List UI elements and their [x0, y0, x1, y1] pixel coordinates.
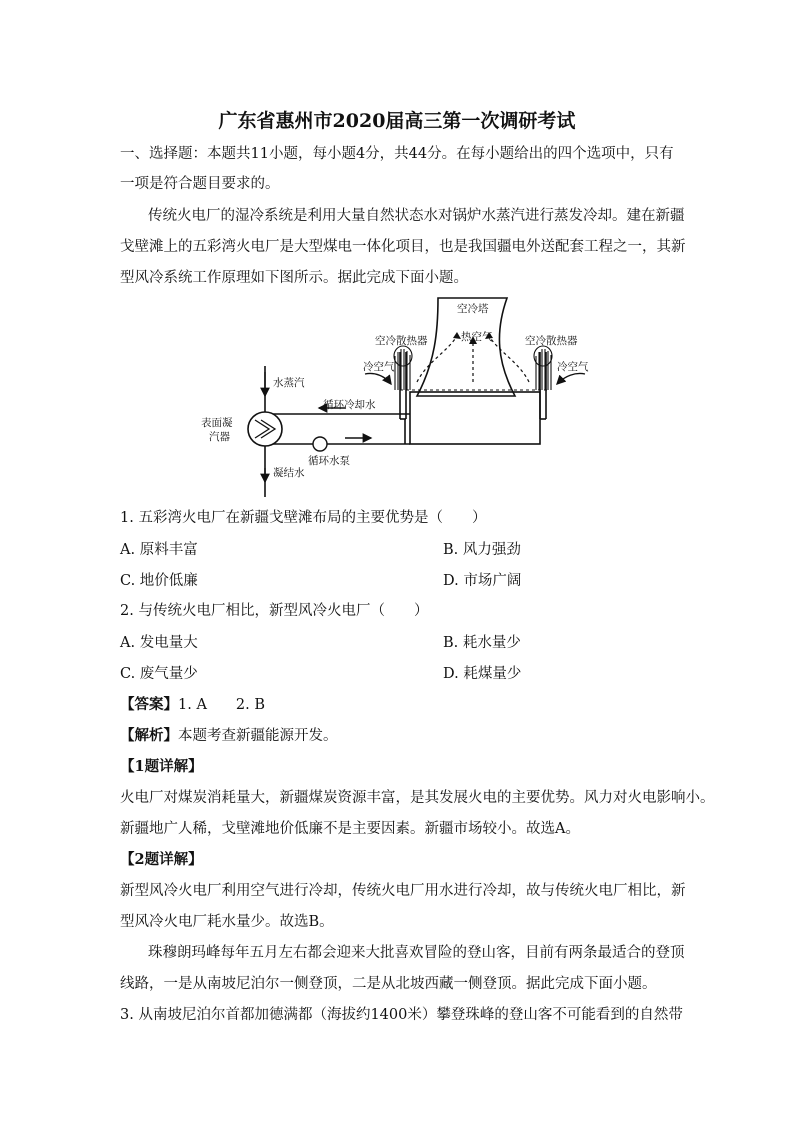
- q1-stem: 1. 五彩湾火电厂在新疆戈壁滩布局的主要优势是（ ）: [120, 510, 487, 526]
- label-pump: 循环水泵: [308, 455, 350, 467]
- answer-line: [120, 695, 265, 715]
- label-condensate: 凝结水: [273, 467, 305, 479]
- detail1-line-1: 火电厂对煤炭消耗量大，新疆煤炭资源丰富，是其发展火电的主要优势。风力对火电影响小。: [120, 790, 715, 806]
- q2-option-c: C. 废气量少: [120, 666, 198, 682]
- label-hot-air: 热空气: [461, 331, 493, 343]
- q2-stem: 2. 与传统火电厂相比，新型风冷火电厂（ ）: [120, 603, 429, 619]
- analysis-label: 【解析】: [120, 727, 178, 744]
- section-instruction-line-1: 一、选择题：本题共11小题，每小题4分，共44分。在每小题给出的四个选项中，只有: [120, 146, 674, 162]
- passage1-line-3: 型风冷系统工作原理如下图所示。据此完成下面小题。: [120, 270, 468, 286]
- section-instruction-line-2: 一项是符合题目要求的。: [120, 176, 280, 192]
- passage2-line-1: 珠穆朗玛峰每年五月左右都会迎来大批喜欢冒险的登山客，目前有两条最适合的登顶: [148, 945, 685, 961]
- label-tower: 空冷塔: [457, 303, 489, 315]
- cold-air-right-arrow: [557, 373, 585, 384]
- analysis-line: [120, 726, 338, 746]
- label-cooling-water: 循环冷却水: [323, 399, 376, 411]
- label-cold-air-left: 冷空气: [363, 361, 395, 373]
- passage1-line-1: 传统火电厂的湿冷系统是利用大量自然状态水对锅炉水蒸汽进行蒸发冷却。建在新疆: [148, 208, 685, 224]
- detail1-line-2: 新疆地广人稀，戈壁滩地价低廉不是主要因素。新疆市场较小。故选A。: [120, 821, 580, 837]
- label-condenser-2: 汽器: [209, 431, 230, 443]
- exam-title: 广东省惠州市2020届高三第一次调研考试: [218, 110, 576, 132]
- detail2-line-1: 新型风冷火电厂利用空气进行冷却，传统火电厂用水进行冷却，故与传统火电厂相比，新: [120, 883, 686, 899]
- analysis-text: 本题考查新疆能源开发。: [178, 728, 338, 744]
- q2-option-b: B. 耗水量少: [443, 635, 521, 651]
- condenser-icon: [248, 412, 282, 446]
- q1-option-c: C. 地价低廉: [120, 573, 198, 589]
- label-cold-air-right: 冷空气: [557, 361, 589, 373]
- q1-option-d: D. 市场广阔: [443, 573, 522, 589]
- passage2-line-2: 线路，一是从南坡尼泊尔一侧登顶，二是从北坡西藏一侧登顶。据此完成下面小题。: [120, 976, 657, 992]
- tower-base-pipe: [410, 392, 540, 444]
- detail2-label: 【2题详解】: [120, 851, 203, 868]
- q2-option-d: D. 耗煤量少: [443, 666, 522, 682]
- label-steam: 水蒸汽: [273, 377, 305, 389]
- label-radiator-right: 空冷散热器: [525, 335, 578, 347]
- q3-stem: 3. 从南坡尼泊尔首都加德满都（海拔约1400米）攀登珠峰的登山客不可能看到的自然带: [120, 1007, 683, 1023]
- passage1-line-2: 戈壁滩上的五彩湾火电厂是大型煤电一体化项目，也是我国疆电外送配套工程之一，其新: [120, 239, 686, 255]
- radiator-left-icon: [394, 346, 412, 390]
- radiator-right-icon: [534, 346, 552, 390]
- answer-text: 1. A 2. B: [178, 697, 266, 713]
- cold-air-left-arrow: [365, 373, 391, 384]
- detail2-line-2: 型风冷火电厂耗水量少。故选B。: [120, 914, 334, 930]
- answer-label: 【答案】: [120, 696, 178, 713]
- pump-icon: [313, 437, 327, 451]
- label-condenser-1: 表面凝: [201, 417, 233, 429]
- label-radiator-left: 空冷散热器: [375, 335, 428, 347]
- q1-option-a: A. 原料丰富: [120, 542, 198, 558]
- q1-option-b: B. 风力强劲: [443, 542, 521, 558]
- air-cooling-diagram: [195, 292, 615, 502]
- detail1-label: 【1题详解】: [120, 758, 203, 775]
- q2-option-a: A. 发电量大: [120, 635, 198, 651]
